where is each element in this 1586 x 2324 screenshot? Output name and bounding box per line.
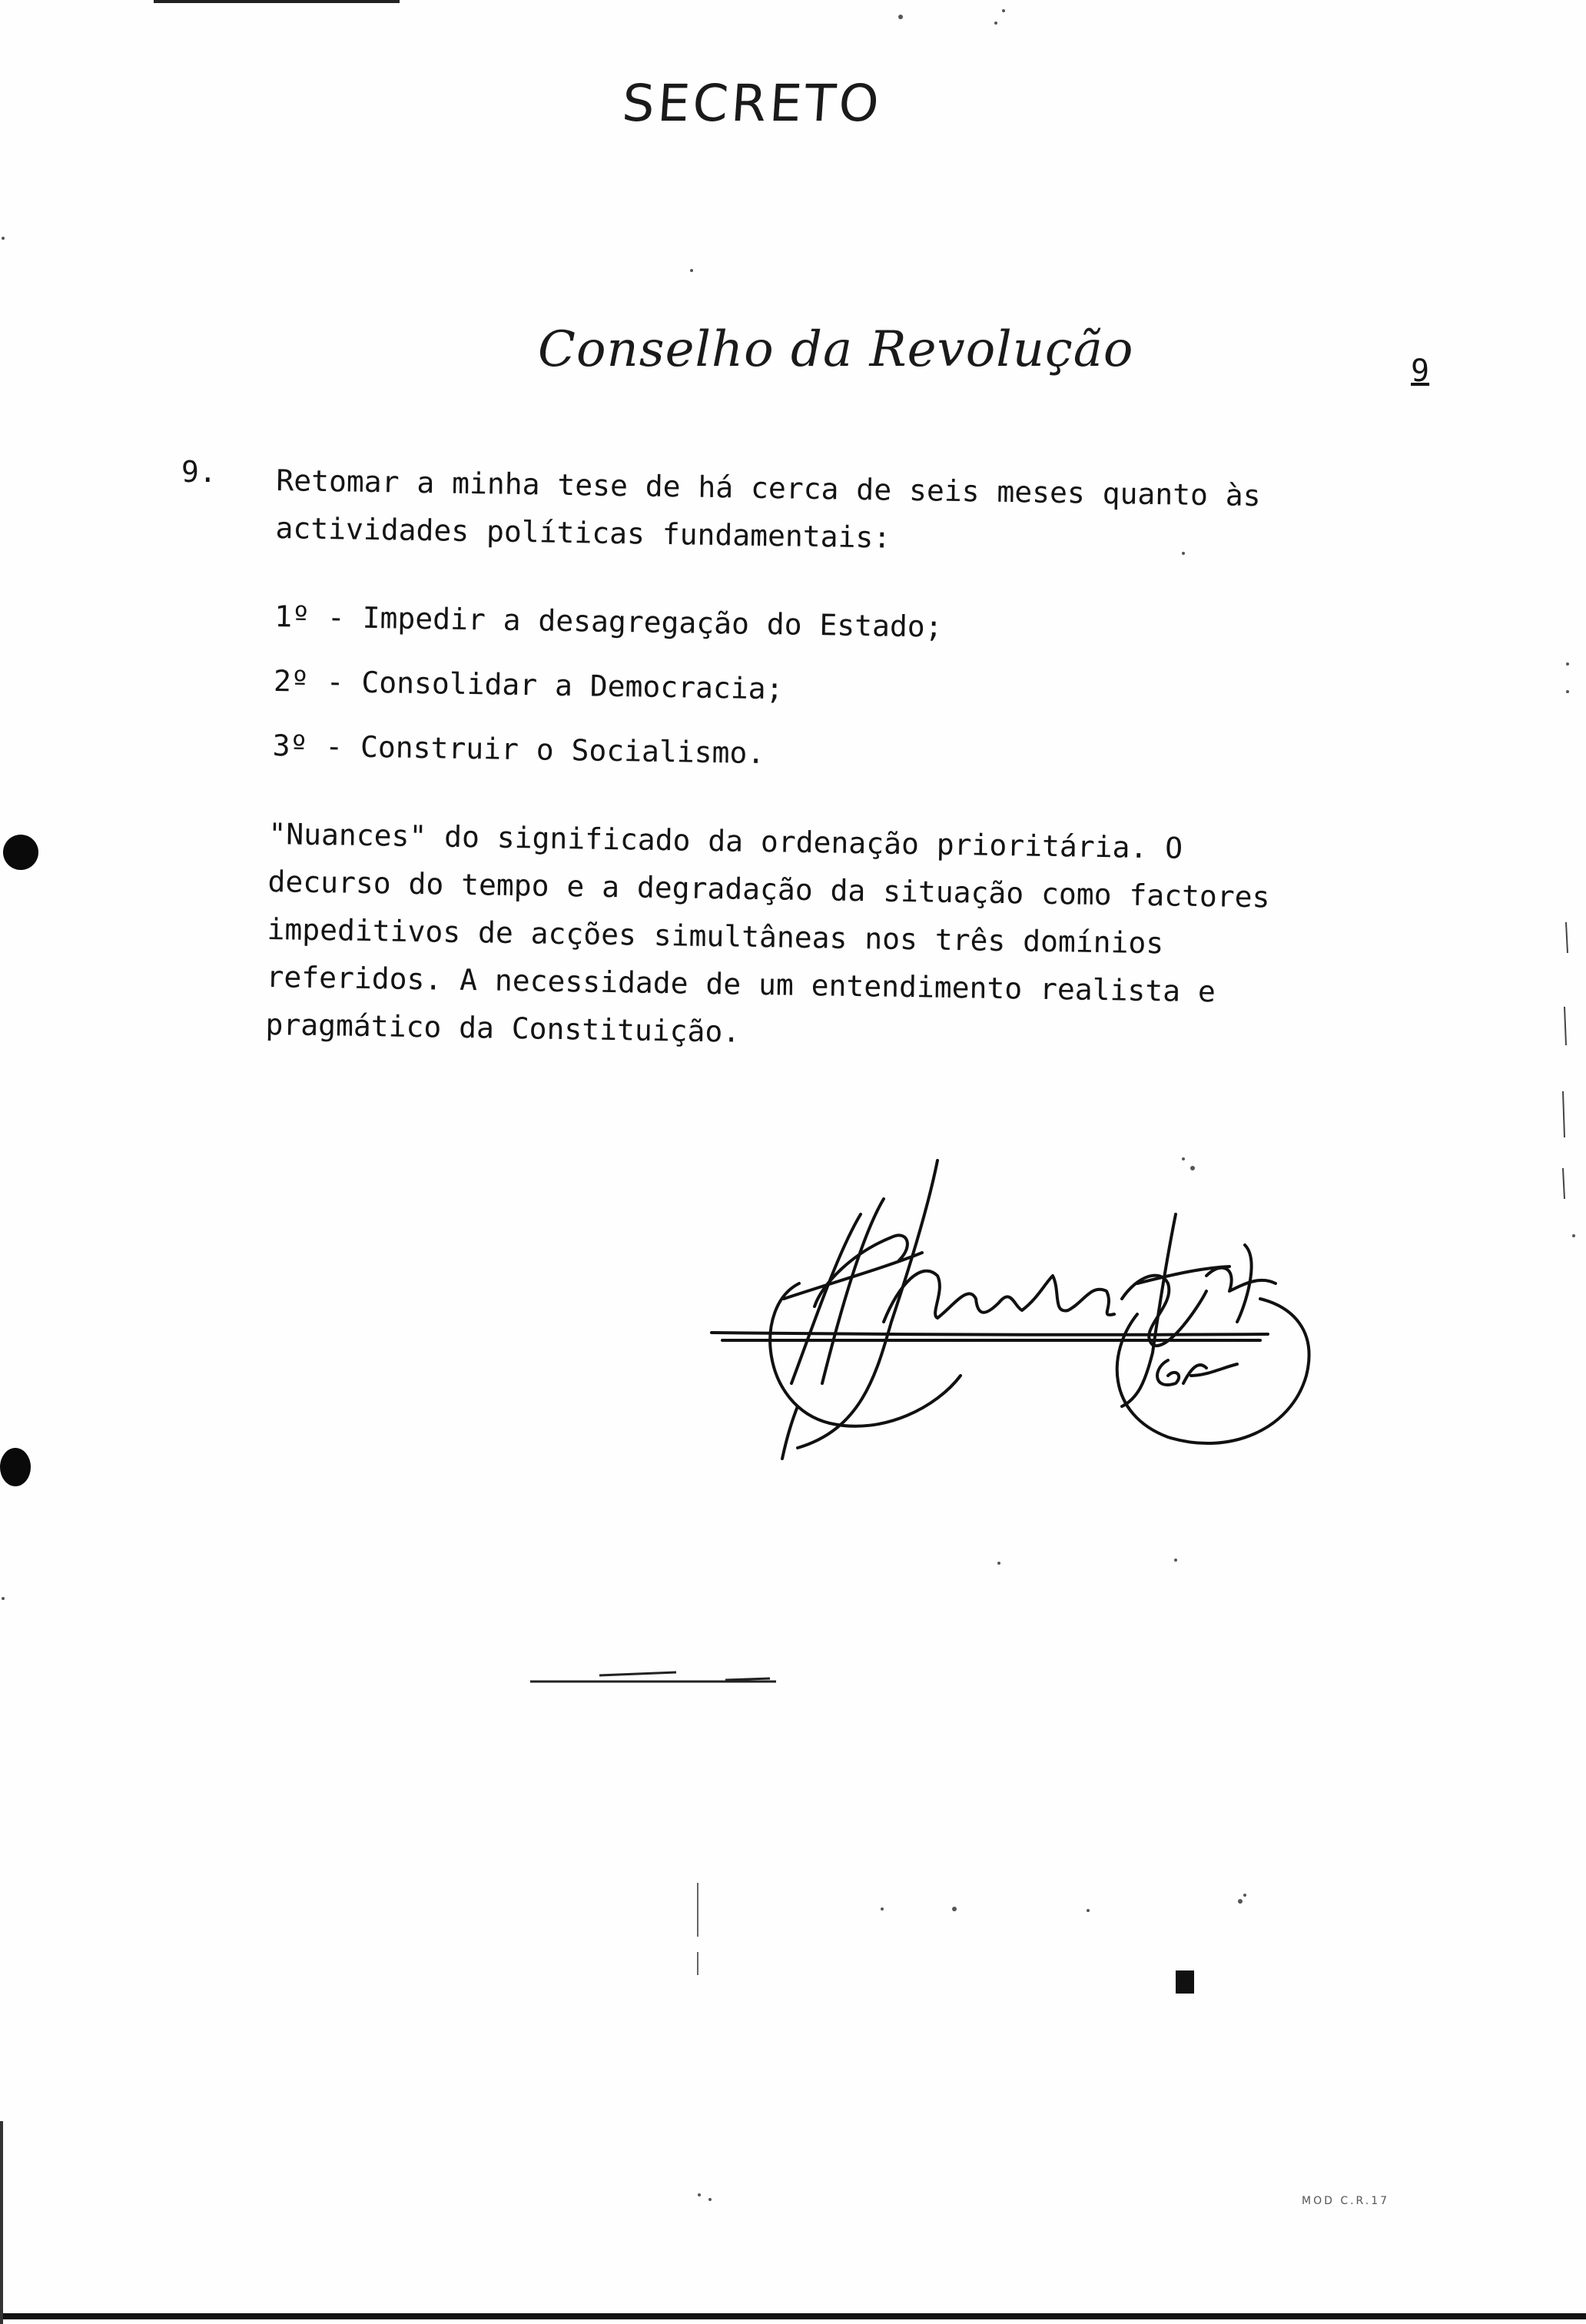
section-intro: Retomar a minha tese de há cerca de seis meses quanto às actividades políticas fundamentais: bbox=[275, 463, 1261, 555]
punch-hole bbox=[0, 1448, 31, 1486]
classification-stamp: SECRETO bbox=[620, 74, 884, 133]
punch-hole bbox=[3, 835, 38, 870]
commentary-paragraph: "Nuances" do significado da ordenação prioritária. O decurso do tempo e a degradação da situação como factores impeditivos de acções simultâneas nos três domínios referidos. A necessidade de um entendimento realista e pragmático da Constituição. bbox=[265, 816, 1270, 1049]
section-number: 9. bbox=[181, 455, 217, 489]
list-item: 2º - Consolidar a Democracia; bbox=[273, 663, 784, 706]
form-code: MOD C.R.17 bbox=[1302, 2195, 1390, 2207]
handwritten-signature bbox=[707, 1153, 1322, 1460]
letterhead: Conselho da Revolução bbox=[538, 321, 1134, 378]
priority-list bbox=[272, 584, 943, 788]
list-item: 3º - Construir o Socialismo. bbox=[272, 728, 765, 771]
list-item: 1º - Impedir a desagregação do Estado; bbox=[274, 599, 943, 644]
page-number: 9 bbox=[1411, 354, 1430, 389]
